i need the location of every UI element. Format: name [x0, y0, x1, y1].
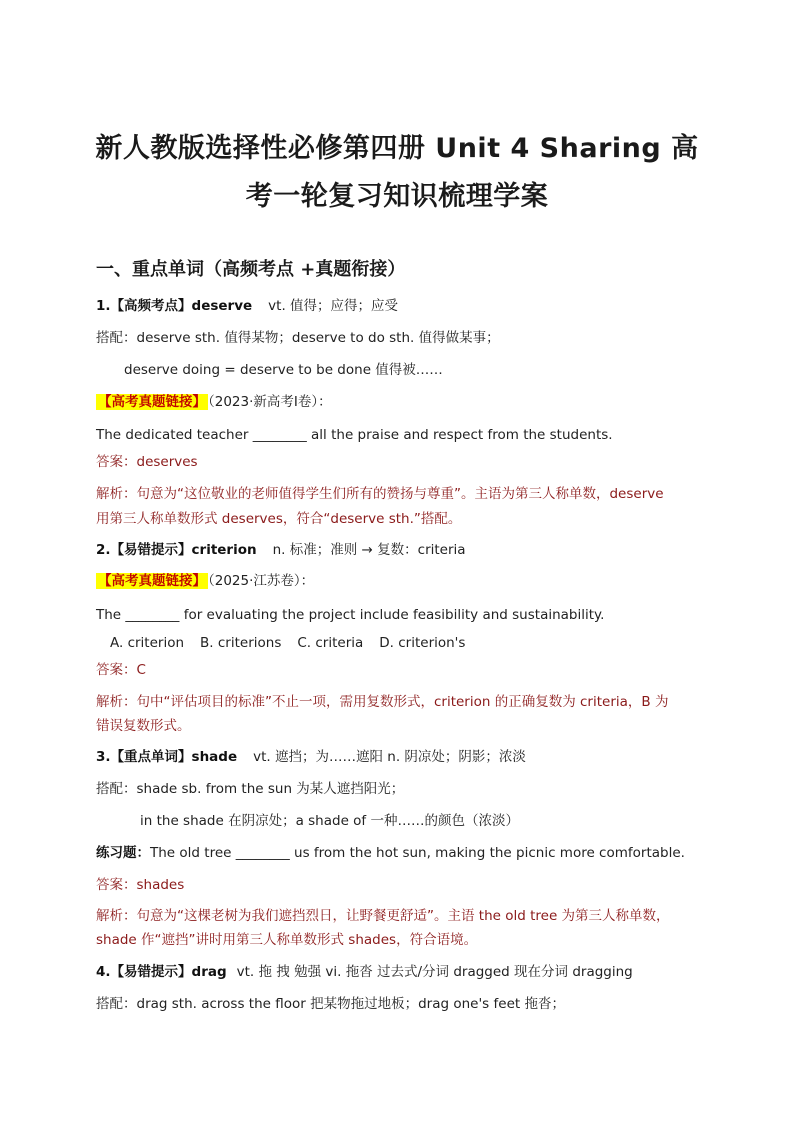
section-heading: 一、重点单词（高频考点 +真题衔接）: [96, 259, 406, 280]
item2-option-b: B. criterions: [200, 635, 282, 651]
item2-options: [110, 634, 465, 652]
item3-definition: vt. 遮挡；为……遮阳 n. 阴凉处；阴影；浓淡: [253, 749, 526, 765]
item1-explanation-line1: 解析：句意为“这位敬业的老师值得学生们所有的赞扬与尊重”。主语为第三人称单数，deserve: [96, 486, 664, 502]
item2-answer: 答案：C: [96, 662, 146, 678]
item2-explanation-line2: 错误复数形式。: [96, 718, 191, 734]
document-title-line1: 新人教版选择性必修第四册 Unit 4 Sharing 高: [95, 133, 699, 164]
item2-number-tag: 2.【易错提示】: [96, 542, 192, 558]
item2-option-a: A. criterion: [110, 635, 185, 651]
item1-heading: [96, 297, 398, 315]
item2-option-c: C. criteria: [297, 635, 364, 651]
item2-option-d: D. criterion's: [379, 635, 466, 651]
item3-explanation-line2: shade 作“遮挡”讲时用第三人称单数形式 shades，符合语境。: [96, 932, 478, 948]
item1-exam-source: （2023·新高考Ⅰ卷）：: [208, 394, 332, 410]
item3-exercise-label: 练习题：: [96, 845, 150, 861]
item1-exam-link-tag: 【高考真题链接】: [98, 394, 206, 410]
item2-word: criterion: [191, 542, 257, 558]
item3-collocation: 搭配：shade sb. from the sun 为某人遮挡阳光；: [96, 781, 405, 797]
item1-collocation-2: deserve doing = deserve to be done 值得被……: [124, 362, 443, 378]
item1-answer: 答案：deserves: [96, 454, 198, 470]
item2-definition: n. 标准；准则 → 复数：criteria: [272, 542, 466, 558]
item3-collocation-2: in the shade 在阴凉处；a shade of 一种……的颜色（浓淡）: [140, 813, 519, 829]
item3-answer: 答案：shades: [96, 877, 185, 893]
item1-question: The dedicated teacher ________ all the praise and respect from the students.: [96, 427, 613, 443]
item3-word: shade: [191, 749, 238, 765]
item2-exam-link: [96, 572, 314, 590]
item2-exam-source: （2025·江苏卷）：: [208, 573, 315, 589]
item1-word: deserve: [191, 298, 253, 314]
document-title-line2: 考一轮复习知识梳理学案: [245, 181, 549, 212]
item2-exam-link-tag: 【高考真题链接】: [98, 573, 206, 589]
item1-collocation: 搭配：deserve sth. 值得某物；deserve to do sth. 值得做某事；: [96, 330, 500, 346]
item4-collocation: 搭配：drag sth. across the floor 把某物拖过地板；drag one's feet 拖沓；: [96, 996, 565, 1012]
item2-question: The ________ for evaluating the project include feasibility and sustainability.: [96, 607, 605, 623]
item3-exercise-text: The old tree ________ us from the hot sun, making the picnic more comfortable.: [150, 845, 685, 861]
item1-definition: vt. 值得；应得；应受: [268, 298, 399, 314]
item2-heading: [96, 541, 466, 559]
item1-explanation-line2: 用第三人称单数形式 deserves，符合“deserve sth.”搭配。: [96, 511, 462, 527]
item3-heading: [96, 748, 526, 766]
item2-explanation-line1: 解析：句中“评估项目的标准”不止一项，需用复数形式，criterion 的正确复数为 criteria，B 为: [96, 694, 669, 710]
item4-heading: [96, 963, 633, 981]
item4-definition: vt. 拖 拽 勉强 vi. 拖沓 过去式/分词 dragged 现在分词 dragging: [236, 964, 633, 980]
item3-exercise: [96, 844, 685, 862]
item1-exam-link: [96, 393, 332, 411]
item4-word: drag: [191, 964, 227, 980]
item1-number-tag: 1.【高频考点】: [96, 298, 192, 314]
item4-number-tag: 4.【易错提示】: [96, 964, 192, 980]
item3-explanation-line1: 解析：句意为“这棵老树为我们遮挡烈日，让野餐更舒适”。主语 the old tree 为第三人称单数，: [96, 908, 670, 924]
item3-number-tag: 3.【重点单词】: [96, 749, 192, 765]
